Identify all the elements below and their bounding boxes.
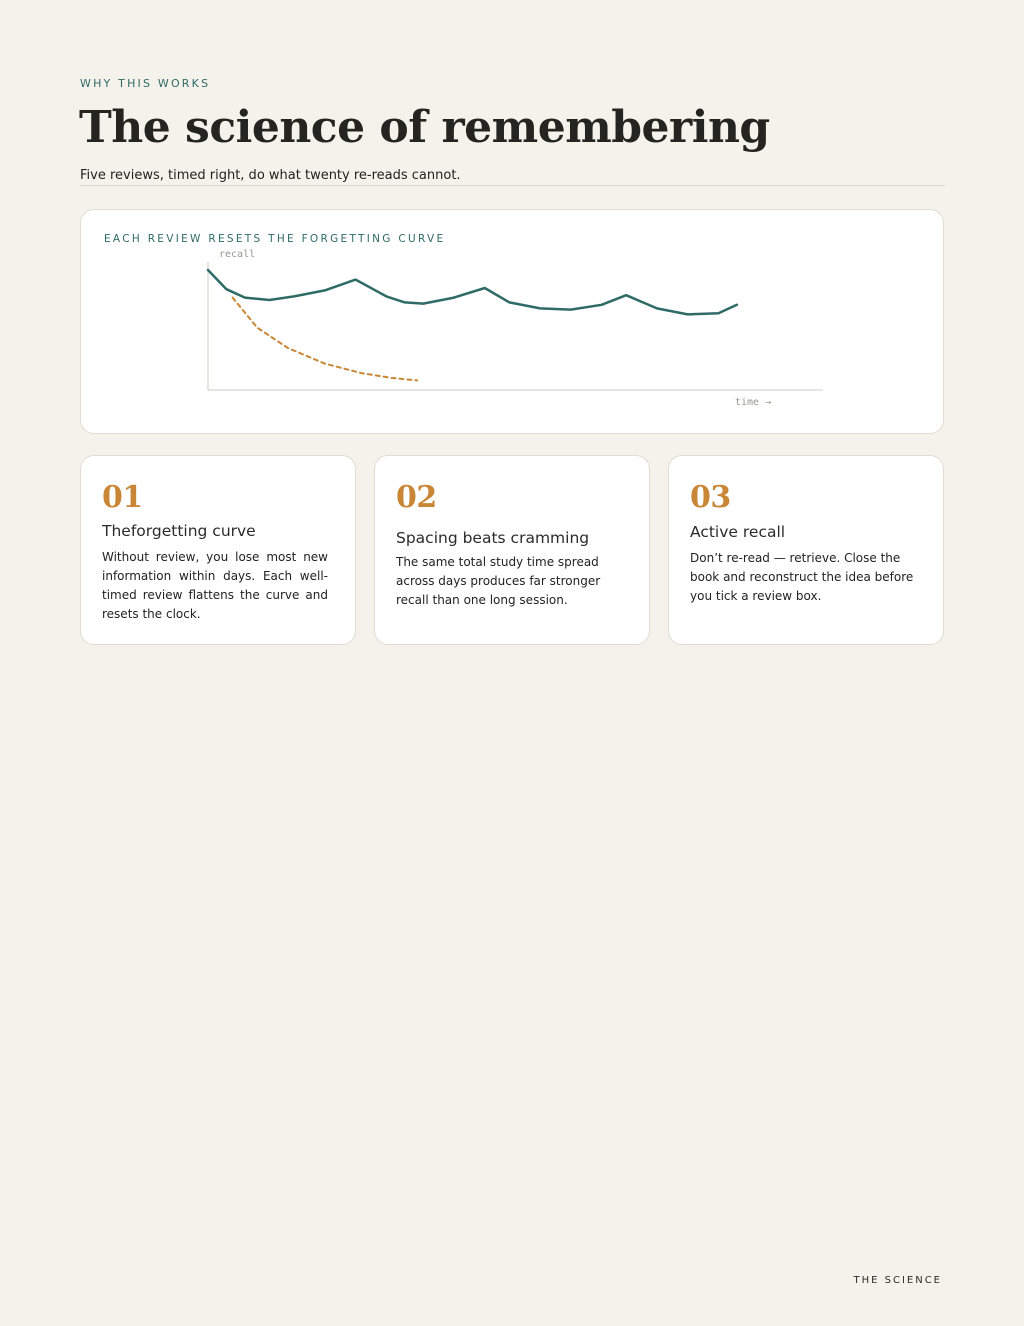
card-text: Without review, you lose most new information within days. Each well-timed review flattens the curve and resets the clock. [102,550,328,621]
footer-label: THE SCIENCE [853,1275,942,1286]
card-title: Active recall [690,523,786,541]
page-title: The science of remembering [79,102,770,153]
forgetting-curve-card [80,209,944,434]
card-title: Theforgetting curve [102,522,256,540]
eyebrow-label: WHY THIS WORKS [80,77,211,90]
divider [80,185,945,186]
card-text: Don’t re-read — retrieve. Close the book and reconstruct the idea before you tick a review box. [690,551,914,603]
card-forgetting-curve [80,455,356,645]
x-axis-label: time → [735,397,772,408]
no-review-curve [233,298,418,381]
card-number: 02 [396,480,437,515]
card-title: Spacing beats cramming [396,529,590,547]
chart-caption: EACH REVIEW RESETS THE FORGETTING CURVE [104,233,446,245]
series-layer [208,270,737,380]
card-spacing [374,455,650,645]
page-subtitle: Five reviews, timed right, do what twenty re-reads cannot. [80,168,461,183]
forgetting-curve-chart [81,210,943,433]
card-text: The same total study time spread across days produces far stronger recall than one long session. [396,555,601,607]
card-number: 03 [690,480,731,515]
y-axis-label: recall [219,249,256,260]
card-number: 01 [102,480,143,515]
card-active-recall [668,455,944,645]
review-curve [208,270,737,314]
